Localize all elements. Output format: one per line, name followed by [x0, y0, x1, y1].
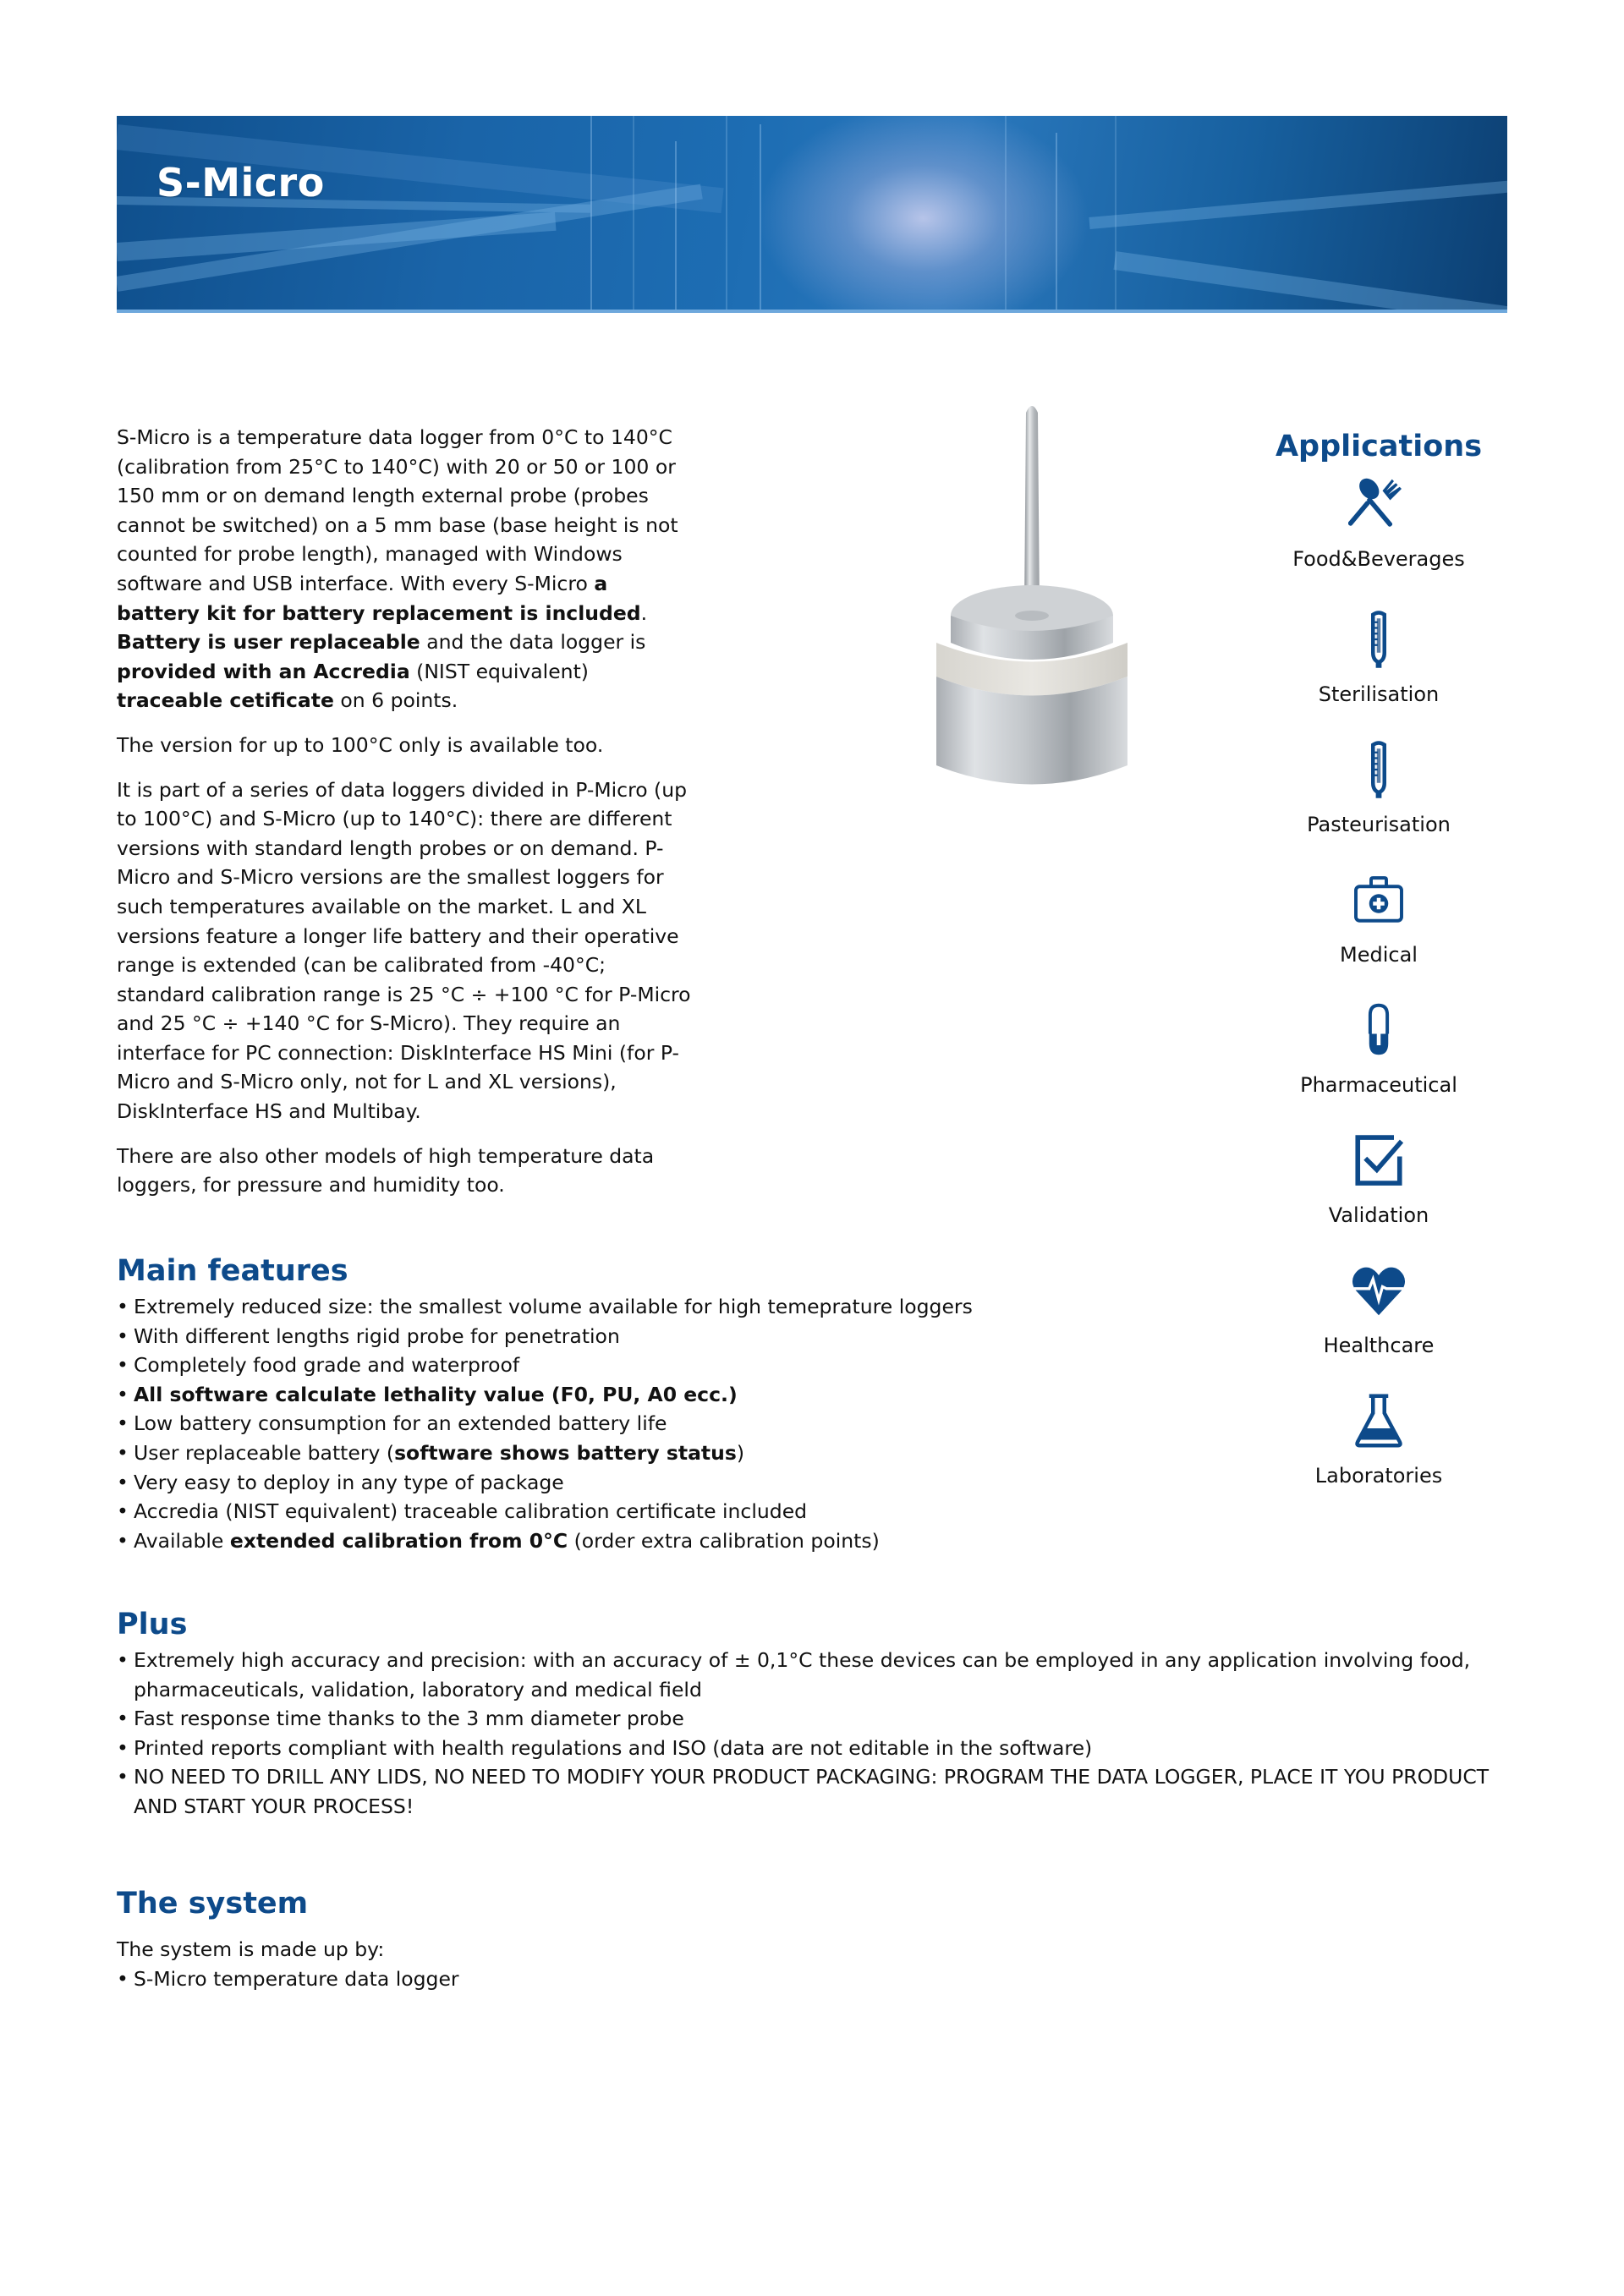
list-item: • Very easy to deploy in any type of package [117, 1468, 1512, 1498]
application-label: Food&Beverages [1292, 547, 1465, 571]
list-item: • Completely food grade and waterproof [117, 1351, 1512, 1380]
list-item: • Accredia (NIST equivalent) traceable calibration certificate included [117, 1497, 1512, 1526]
plus-heading: Plus [117, 1608, 188, 1641]
banner-decoration [1115, 116, 1116, 313]
intro-paragraph-4: There are also other models of high temperature data loggers, for pressure and humidity too. [117, 1143, 655, 1197]
list-item: • User replaceable battery (software shows battery status) [117, 1438, 1512, 1468]
intro-paragraph-3: It is part of a series of data loggers divided in P-Micro (up to 100°C) and S-Micro (up to 140°C): there are different versions with standard length probes or on demand. P-Micro and S-Micro versions are the smallest loggers for such temperatures available on the market. L and XL versions feature a longer life battery and their operative range is extended (can be calibrated from -40°C; standard calibration range is 25 °C ÷ +100 °C for P-Micro and 25 °C ÷ +140 °C for S-Micro). They require an interface for PC connection: DiskInterface HS Mini (for P-Micro and S-Micro only, not for L and XL versions), DiskInterface HS and Multibay. [117, 777, 691, 1124]
thermometer-icon [1348, 606, 1409, 673]
application-label: Medical [1340, 943, 1418, 967]
product-image [926, 389, 1138, 812]
bold-text: traceable cetificate [117, 688, 334, 713]
page-title: S-Micro [156, 160, 325, 205]
application-item-pasteurisation [1260, 731, 1497, 861]
list-item: • Fast response time thanks to the 3 mm diameter probe [117, 1704, 1512, 1734]
list-item: • Printed reports compliant with health regulations and ISO (data are not editable in the software) [117, 1734, 1512, 1763]
system-heading: The system [117, 1887, 309, 1921]
bold-text: a battery kit for battery replacement is included [117, 571, 641, 625]
banner-decoration [760, 124, 761, 313]
list-item: • Extremely reduced size: the smallest volume available for high temeprature loggers [117, 1292, 1512, 1322]
thermometer-icon [1348, 736, 1409, 803]
list-item: • Low battery consumption for an extended battery life [117, 1409, 1512, 1438]
bold-text: software shows battery status [394, 1440, 737, 1465]
list-item: • Extremely high accuracy and precision: with an accuracy of ± 0,1°C these devices can be employed in any application involving food, pharmaceuticals, validation, laboratory and medical field [117, 1646, 1512, 1704]
product-photo-icon [926, 389, 1138, 812]
application-label: Laboratories [1314, 1464, 1443, 1488]
header-banner [117, 116, 1507, 313]
application-item-medical [1260, 861, 1497, 991]
applications-heading: Applications [1275, 430, 1483, 463]
plus-section [117, 1605, 1512, 1822]
banner-decoration [633, 116, 634, 313]
list-item: • Available extended calibration from 0°C (order extra calibration points) [117, 1526, 1512, 1556]
list-item [117, 1380, 1512, 1410]
bold-text: extended calibration from 0°C [229, 1528, 568, 1553]
fork-spoon-icon [1348, 470, 1409, 538]
application-label: Sterilisation [1318, 682, 1440, 706]
intro-text [117, 423, 692, 1215]
plus-list [117, 1646, 1512, 1822]
banner-decoration [726, 116, 727, 313]
banner-decoration [590, 116, 592, 313]
application-item-pharmaceutical [1260, 991, 1497, 1121]
list-item: • S-Micro temperature data logger [117, 1964, 1512, 1994]
list-item: • With different lengths rigid probe for penetration [117, 1322, 1512, 1351]
banner-bottom-edge [117, 310, 1507, 313]
medical-kit-icon [1348, 866, 1409, 934]
banner-decoration [1089, 180, 1507, 229]
system-section [117, 1884, 1512, 1993]
list-item: • NO NEED TO DRILL ANY LIDS, NO NEED TO MODIFY YOUR PRODUCT PACKAGING: PROGRAM THE DATA LOGGER, PLACE IT YOU PRODUCT AND START YOUR PROCESS! [117, 1762, 1512, 1821]
bold-text: All software calculate lethality value (F0, PU, A0 ecc.) [134, 1382, 738, 1406]
main-features-heading: Main features [117, 1254, 348, 1288]
capsule-icon [1348, 996, 1409, 1064]
main-features-section [117, 1252, 1512, 1555]
application-label: Pasteurisation [1307, 813, 1451, 836]
checkbox-icon [1348, 1126, 1409, 1194]
application-item-sterilisation [1260, 600, 1497, 731]
main-features-list [117, 1292, 1512, 1555]
application-label: Healthcare [1323, 1334, 1435, 1357]
banner-decoration [1005, 116, 1007, 313]
application-item-validation [1260, 1121, 1497, 1252]
application-item-food-beverages [1260, 470, 1497, 600]
banner-decoration [675, 141, 677, 313]
bold-text: provided with an Accredia [117, 659, 410, 683]
application-label: Validation [1328, 1203, 1429, 1227]
system-list [117, 1964, 1512, 1994]
application-label: Pharmaceutical [1300, 1073, 1457, 1097]
intro-paragraph-1: S-Micro is a temperature data logger from 0°C to 140°C (calibration from 25°C to 140°C) with 20 or 50 or 100 or 150 mm or on demand length external probe (probes cannot be switched) on a 5 mm base (base height is not counted for probe length), managed with Windows software and USB interface. With every S-Micro a battery kit for battery replacement is included. Battery is user replaceable and the data logger is provided with an Accredia (NIST equivalent) traceable cetificate on 6 points. [117, 425, 678, 713]
bold-text: Battery is user replaceable [117, 630, 420, 655]
banner-decoration [1113, 251, 1507, 313]
banner-decoration [1056, 133, 1057, 313]
intro-paragraph-2: The version for up to 100°C only is available too. [117, 732, 604, 757]
system-intro: The system is made up by: [117, 1937, 385, 1961]
